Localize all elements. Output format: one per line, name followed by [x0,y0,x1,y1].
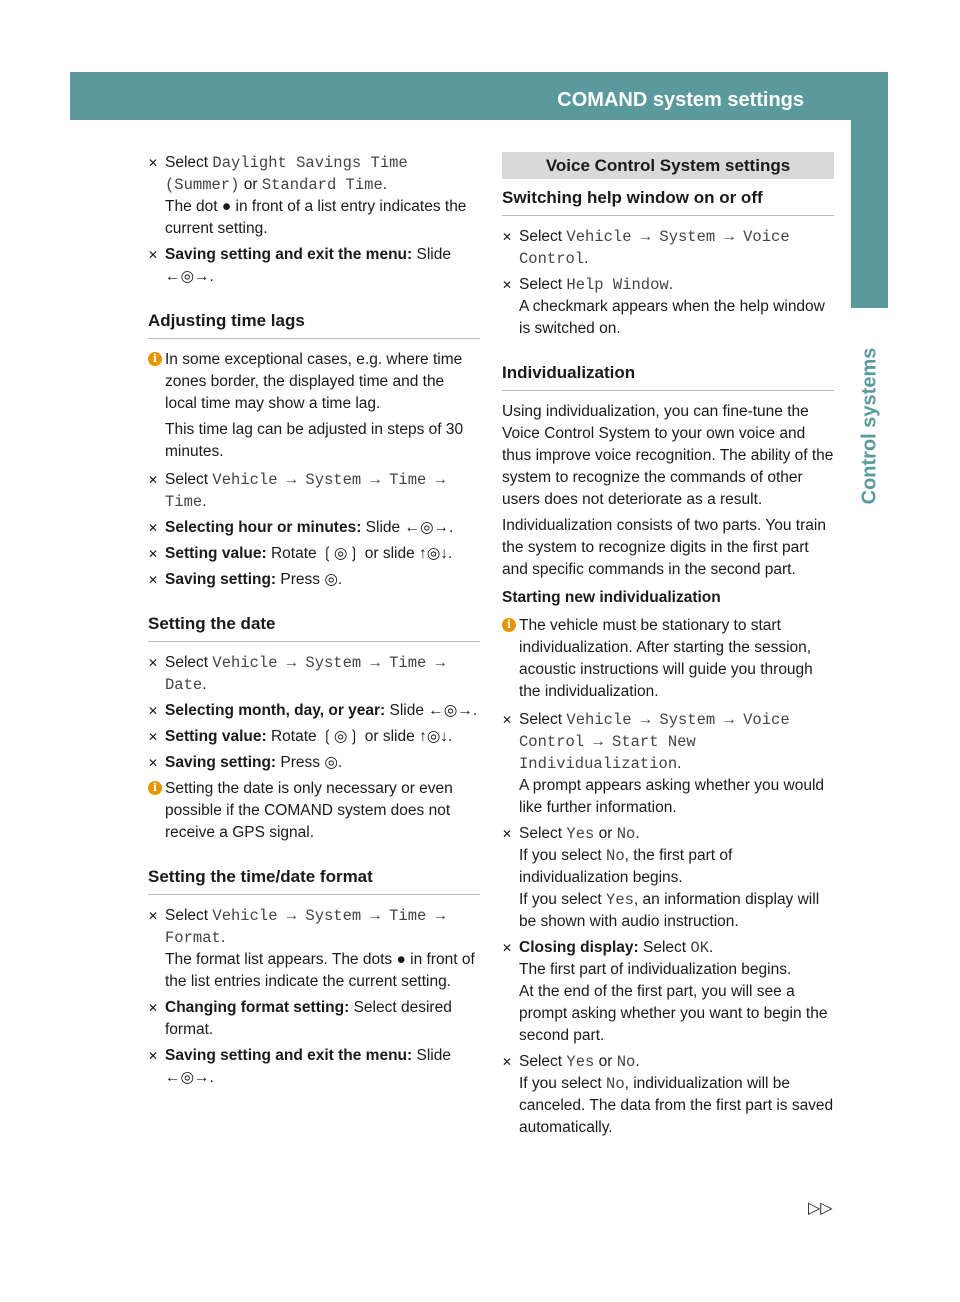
step-item: ✕ Selecting hour or minutes: Slide ←◎→. [148,519,454,536]
left-column [148,152,480,1093]
section-tab [851,120,888,308]
info-icon: i [502,618,516,632]
step-item: ✕ Saving setting: Press ◎. [148,754,343,771]
step-item: ✕ Saving setting and exit the menu: Slide ←◎→. [148,246,451,285]
info-note: i In some exceptional cases, e.g. where time zones border, the displayed time and the local time may show a time lag. This time lag can be adjusted in steps of 30 minutes. [148,349,480,463]
info-icon: i [148,352,162,366]
step-item: ✕ Setting value: Rotate ❲◎❳ or slide ↑◎↓. [148,545,453,562]
step-item: ✕ Select Vehicle → System → Time → Date. [148,654,445,694]
page-title: COMAND system settings [557,89,804,111]
right-column [502,152,834,1143]
paragraph: Using individualization, you can fine-tune the Voice Control System to your own voice and thus improve voice recognition. The ability of the system to recognize the commands of other users does not deteriorate as a result. [502,403,834,508]
info-note: i The vehicle must be stationary to start individualization. After starting the session, acoustic instructions will guide you through the individualization. [502,615,834,703]
step-item: ✕ Select Yes or No. If you select No, the first part of individualization begins. If you select Yes, an information display will be shown with audio instruction. [502,825,820,930]
step-item: ✕ Selecting month, day, or year: Slide ←◎→. [148,702,478,719]
step-item: ✕ Closing display: Select OK. The first part of individualization begins. At the end of the first part, you will see a prompt asking whether you want to begin the second part. [502,939,828,1044]
paragraph: Individualization consists of two parts. You train the system to recognize digits in the first part and specific commands in the second part. [502,517,826,578]
section-label: Control systems [858,347,881,504]
header-bar [70,72,942,120]
continue-arrows-icon: ▷▷ [808,1198,833,1217]
section-heading: Switching help window on or off [502,187,834,216]
info-icon: i [148,781,162,795]
section-heading: Setting the time/date format [148,866,480,895]
section-title-box: Voice Control System settings [502,152,834,179]
step-item: ✕ Select Vehicle → System → Voice Control → Start New Individualization. A prompt appears asking whether you would like further information. [502,711,825,816]
step-item: ✕ Saving setting and exit the menu: Slide ←◎→. [148,1047,451,1086]
step-item: ✕ Select Help Window. A checkmark appears when the help window is switched on. [502,276,825,337]
step-item: ✕ Select Daylight Savings Time (Summer) or Standard Time. The dot ● in front of a list entry indicates the current setting. [148,154,467,237]
step-item: ✕ Changing format setting: Select desired format. [148,999,452,1038]
section-heading: Individualization [502,362,834,391]
step-item: ✕ Select Vehicle → System → Voice Control. [502,228,790,268]
section-heading: Setting the date [148,613,480,642]
step-item: ✕ Select Yes or No. If you select No, individualization will be canceled. The data from the first part is saved automatically. [502,1053,834,1136]
step-item: ✕ Setting value: Rotate ❲◎❳ or slide ↑◎↓. [148,728,453,745]
page-number: 93 [919,89,942,111]
step-item: ✕ Select Vehicle → System → Time → Time. [148,471,445,511]
step-item: ✕ Saving setting: Press ◎. [148,571,343,588]
subheading: Starting new individualization [502,589,721,606]
info-note: i Setting the date is only necessary or even possible if the COMAND system does not receive a GPS signal. [148,778,480,844]
section-heading: Adjusting time lags [148,310,480,339]
step-item: ✕ Select Vehicle → System → Time → Format. The format list appears. The dots ● in front of the list entries indicate the current setting. [148,907,475,990]
